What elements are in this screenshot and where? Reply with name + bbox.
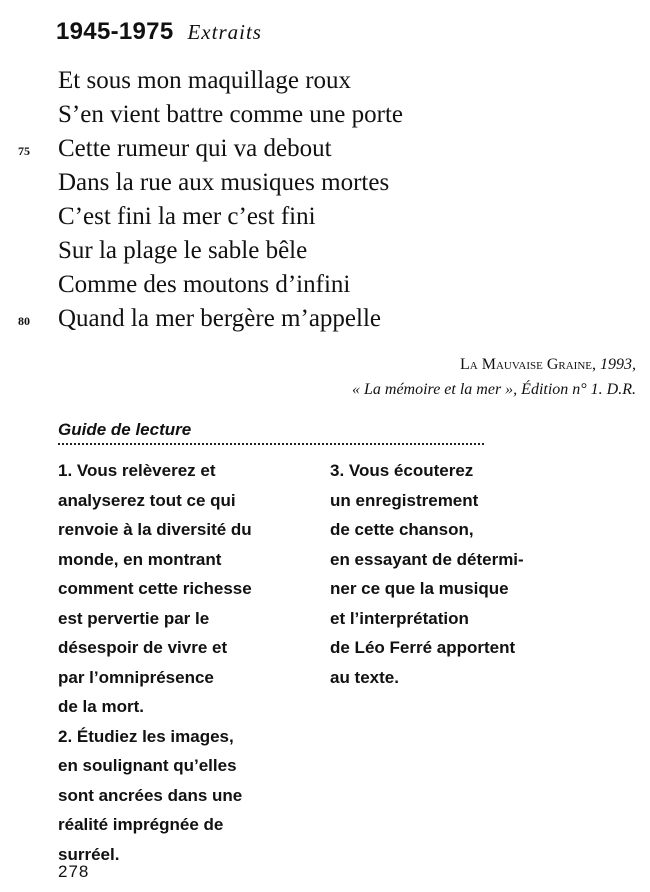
verse-text: Sur la plage le sable bêle <box>58 237 308 264</box>
source-first-line <box>352 352 636 377</box>
verse-text: Quand la mer bergère m’appelle <box>58 305 381 332</box>
source-year: 1993, <box>600 356 636 373</box>
poem-line <box>0 64 650 98</box>
verse-text: Et sous mon maquillage roux <box>58 67 352 94</box>
poem-line <box>0 200 650 234</box>
poem-line <box>0 268 650 302</box>
guide-line: analyserez tout ce qui <box>58 490 236 510</box>
guide-title: Guide de lecture <box>58 420 484 445</box>
guide-line: monde, en montrant <box>58 549 222 569</box>
guide-line: par l’omniprésence <box>58 667 214 687</box>
source-citation <box>352 352 636 402</box>
section-label: Extraits <box>187 20 262 44</box>
guide-line: 1. Vous relèverez et <box>58 461 216 480</box>
page-number: 278 <box>58 862 90 881</box>
guide-line: désespoir de vivre et <box>58 638 228 657</box>
guide-column-right <box>330 456 524 692</box>
verse-text: S’en vient battre comme une porte <box>58 101 404 128</box>
poem-line <box>0 166 650 200</box>
verse-text: Cette rumeur qui va debout <box>58 135 332 162</box>
guide-line: au texte. <box>330 667 399 687</box>
line-number: 75 <box>18 144 30 158</box>
verse-text: Comme des moutons d’infini <box>58 271 351 298</box>
verse-text: C’est fini la mer c’est fini <box>58 203 316 230</box>
guide-line: renvoie à la diversité du <box>58 520 252 539</box>
poem-line <box>0 132 650 166</box>
poem-excerpt <box>0 64 650 336</box>
guide-line: en essayant de détermi- <box>330 549 524 569</box>
guide-line: de la mort. <box>58 697 144 716</box>
guide-line: 2. Étudiez les images, <box>58 726 234 746</box>
guide-line: de cette chanson, <box>330 520 474 539</box>
guide-column-left <box>58 456 252 869</box>
guide-line: 3. Vous écouterez <box>330 461 474 480</box>
guide-line: de Léo Ferré apportent <box>330 638 516 657</box>
guide-line: est pervertie par le <box>58 608 210 628</box>
verse-text: Dans la rue aux musiques mortes <box>58 169 390 196</box>
guide-line: en soulignant qu’elles <box>58 756 237 775</box>
source-subtitle: « La mémoire et la mer », Édition n° 1. D.R. <box>352 381 636 398</box>
guide-line: réalité imprégnée de <box>58 815 224 834</box>
line-number: 80 <box>18 314 30 328</box>
poem-line <box>0 302 650 336</box>
period-range: 1945-1975 <box>56 18 174 45</box>
guide-line: un enregistrement <box>330 490 479 510</box>
guide-line: surréel. <box>58 844 120 864</box>
guide-line: ner ce que la musique <box>330 579 509 598</box>
source-title: La Mauvaise Graine, <box>460 356 596 373</box>
guide-line: comment cette richesse <box>58 579 252 598</box>
poem-line <box>0 234 650 268</box>
guide-line: sont ancrées dans une <box>58 785 243 805</box>
guide-line: et l’interprétation <box>330 608 469 628</box>
page-header <box>56 18 262 46</box>
poem-line <box>0 98 650 132</box>
